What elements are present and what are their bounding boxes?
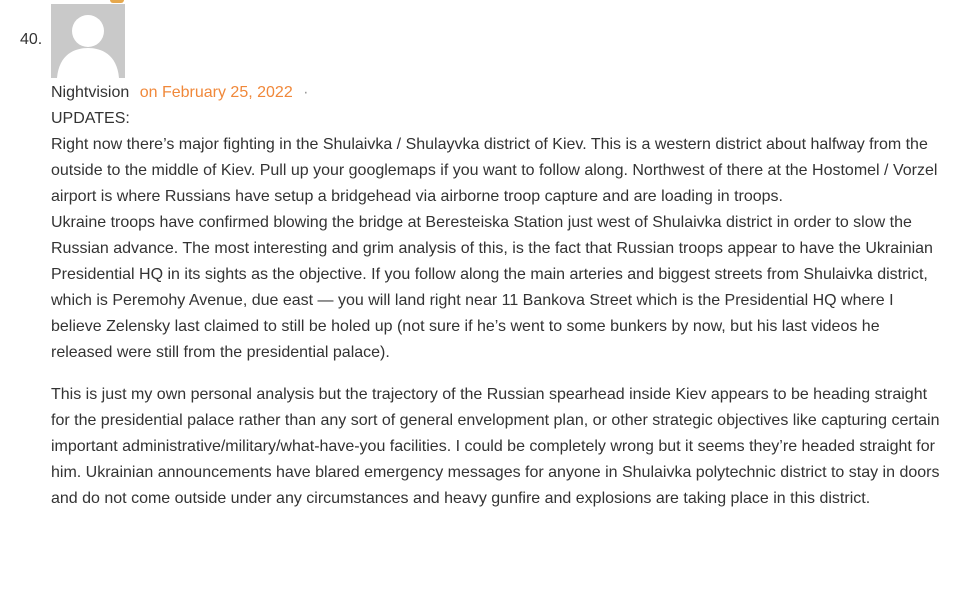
comment-body — [51, 106, 941, 512]
comment-meta — [51, 82, 309, 104]
default-avatar-icon — [51, 4, 125, 78]
meta-separator: · — [303, 84, 309, 101]
comment-paragraph-3: This is just my own personal analysis but the trajectory of the Russian spearhead inside Kiev appears to be heading straight for the presidential palace rather than any sort of general envelopment plan, or other strategic objectives like capturing certain important administrative/military/what-have-you facilities. I could be completely wrong but it seems they’re headed straight for him. Ukrainian announcements have blared emergency messages for anyone in Shulaivka polytechnic district to stay in doors and do not come outside under any circumstances and heavy gunfire and explosions are taking place in this district. — [51, 386, 940, 507]
comment-paragraph-1: Right now there’s major fighting in the Shulaivka / Shulayvka district of Kiev. This is a western district about halfway from the outside to the middle of Kiev. Pull up your googlemaps if you want to follow along. Northwest of there at the Hostomel / Vorzel airport is where Russians have setup a bridgehead via airborne troop capture and are loading in troops. — [51, 136, 938, 205]
comment-author-link[interactable]: Nightvision — [51, 84, 130, 101]
previous-comment-edge — [110, 0, 124, 3]
comment-paragraph-updates: UPDATES: — [51, 110, 130, 127]
comment-number: 40. — [20, 31, 43, 48]
comment-paragraph-2: Ukraine troops have confirmed blowing the bridge at Beresteiska Station just west of Shulaivka district in order to slow the Russian advance. The most interesting and grim analysis of this, is the fact that Russian troops appear to have the Ukrainian Presidential HQ in its sights as the objective. If you follow along the main arteries and biggest streets from Shulaivka district, which is Peremohy Avenue, due east — you will land right near 11 Bankova Street which is the Presidential HQ where I believe Zelensky last claimed to still be holed up (not sure if he’s went to some bunkers by now, but his last videos he released were still from the presidential palace). — [51, 214, 933, 361]
comment-date-link[interactable]: on February 25, 2022 — [139, 84, 293, 101]
